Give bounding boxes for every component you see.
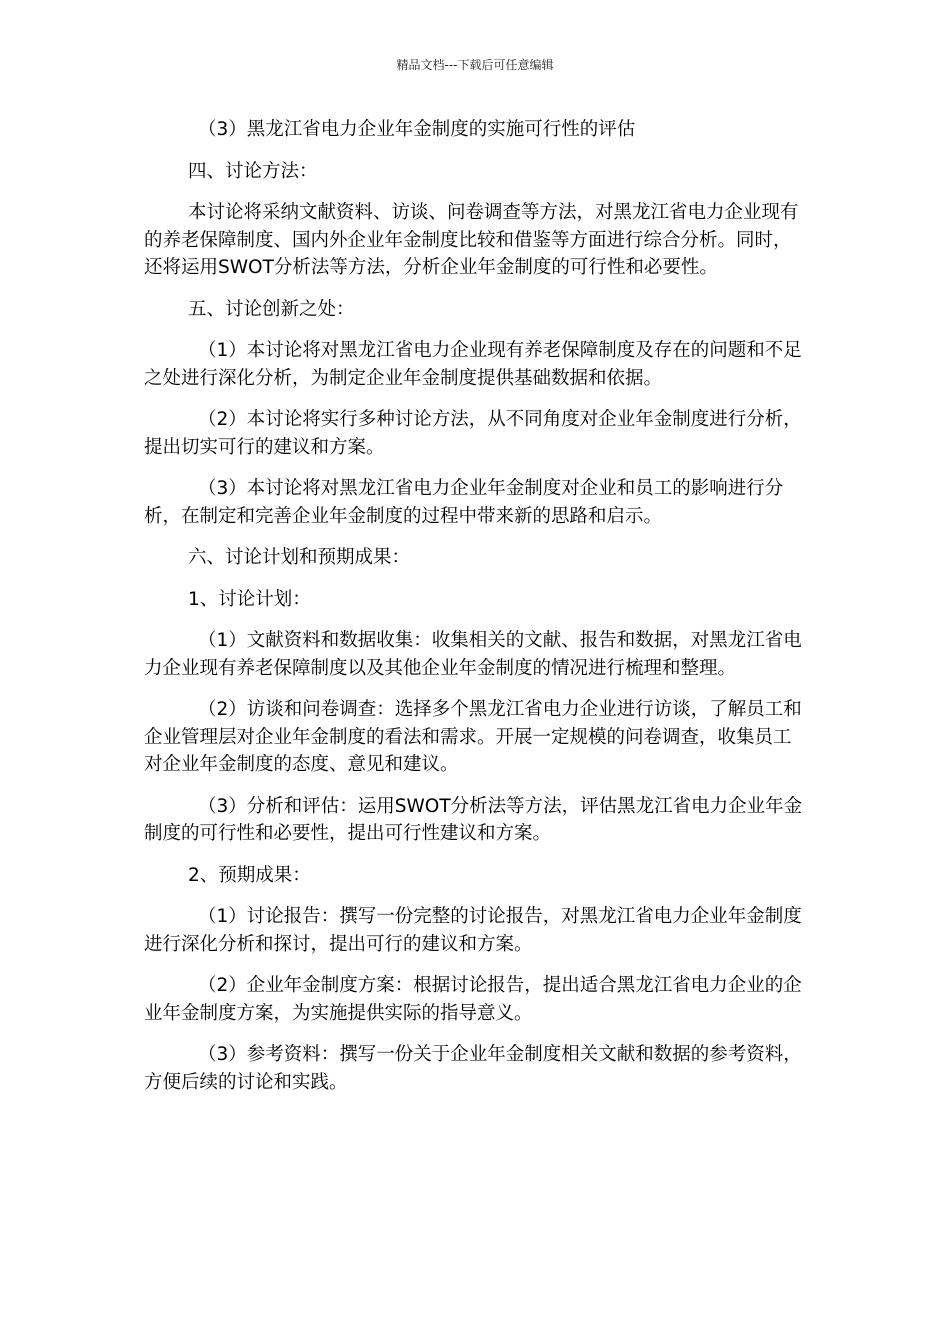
section-heading-innovation: 五、讨论创新之处：	[188, 298, 355, 320]
paragraph-innovation-1: （1）本讨论将对黑龙江省电力企业现有养老保障制度及存在的问题和不足之处进行深化分析，为制定企业年金制度提供基础数据和依据。	[144, 340, 802, 389]
paragraph-innovation-3: （3）本讨论将对黑龙江省电力企业年金制度对企业和员工的影响进行分析，在制定和完善企业年金制度的过程中带来新的思路和启示。	[144, 478, 784, 527]
paragraph-evaluation-item: （3）黑龙江省电力企业年金制度的实施可行性的评估	[198, 119, 636, 140]
section-heading-methods: 四、讨论方法：	[188, 160, 318, 182]
subsection-heading-outcomes: 2、预期成果：	[188, 864, 311, 886]
paragraph-plan-1: （1）文献资料和数据收集：收集相关的文献、报告和数据，对黑龙江省电力企业现有养老保障制度以及其他企业年金制度的情况进行梳理和整理。	[144, 630, 802, 679]
section-heading-plan: 六、讨论计划和预期成果：	[188, 547, 411, 568]
subsection-heading-plan: 1、讨论计划：	[188, 588, 311, 610]
paragraph-outcome-1: （1）讨论报告：撰写一份完整的讨论报告，对黑龙江省电力企业年金制度进行深化分析和探讨，提出可行的建议和方案。	[144, 906, 802, 955]
paragraph-plan-3: （3）分析和评估：运用SWOT分析法等方法，评估黑龙江省电力企业年金制度的可行性和必要性，提出可行性建议和方案。	[144, 795, 803, 844]
paragraph-plan-2: （2）访谈和问卷调查：选择多个黑龙江省电力企业进行访谈，了解员工和企业管理层对企业年金制度的看法和需求。开展一定规模的问卷调查，收集员工对企业年金制度的态度、意见和建议。	[144, 699, 802, 775]
page-header: 精品文档---下载后可任意编辑	[396, 58, 554, 72]
document-body	[144, 116, 806, 1096]
paragraph-outcome-3: （3）参考资料：撰写一份关于企业年金制度相关文献和数据的参考资料，方便后续的讨论和实践。	[144, 1044, 802, 1093]
paragraph-outcome-2: （2）企业年金制度方案：根据讨论报告，提出适合黑龙江省电力企业的企业年金制度方案，为实施提供实际的指导意义。	[144, 975, 802, 1024]
paragraph-innovation-2: （2）本讨论将实行多种讨论方法，从不同角度对企业年金制度进行分析，提出切实可行的建议和方案。	[144, 409, 802, 458]
paragraph-methods: 本讨论将采纳文献资料、访谈、问卷调查等方法，对黑龙江省电力企业现有的养老保障制度、国内外企业年金制度比较和借鉴等方面进行综合分析。同时，还将运用SWOT分析法等方法，分析企业年金制度的可行性和必要性。	[144, 202, 799, 278]
